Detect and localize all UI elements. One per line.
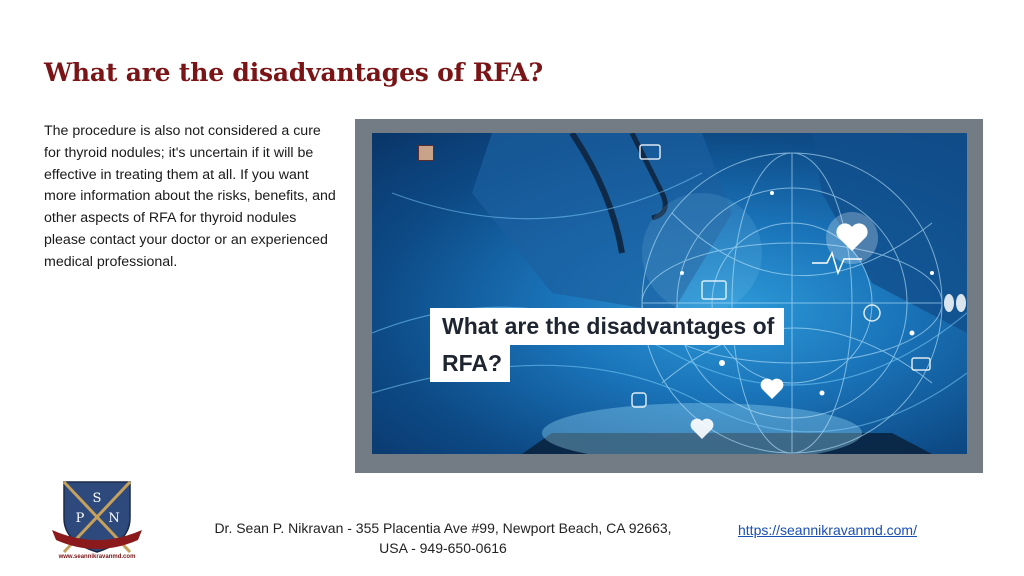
logo-letter-s: S: [92, 491, 102, 506]
hero-image-frame: [355, 119, 983, 473]
medical-illustration: [372, 133, 967, 454]
shield-crest-icon: [48, 478, 146, 556]
hero-caption-line-2: RFA?: [430, 345, 510, 382]
hero-caption: [430, 308, 784, 382]
logo-letter-n: N: [108, 511, 120, 526]
logo-letter-p: P: [75, 511, 85, 526]
body-paragraph: The procedure is also not considered a cure for thyroid nodules; it's uncertain if it will be effective in treating them at all. If you want more information about the risks, benefits, and other aspects of RFA for thyroid nodules please contact your doctor or an experienced medical professional.: [44, 123, 336, 270]
logo-website-text: www.seannikravanmd.com: [58, 554, 136, 560]
hero-image: [372, 133, 967, 454]
slide-title: What are the disadvantages of RFA?: [44, 58, 543, 87]
footer-address-line-1: Dr. Sean P. Nikravan - 355 Placentia Ave #99, Newport Beach, CA 92663,: [214, 520, 672, 536]
footer-address-line-2: USA - 949-650-0616: [379, 540, 507, 556]
spn-logo: [48, 478, 146, 564]
watermark-logo-icon: [418, 145, 434, 161]
footer-address: [186, 518, 700, 558]
hero-caption-line-1: What are the disadvantages of: [430, 308, 784, 345]
website-link[interactable]: https://seannikravanmd.com/: [738, 522, 917, 538]
heart-icon: [826, 212, 878, 264]
